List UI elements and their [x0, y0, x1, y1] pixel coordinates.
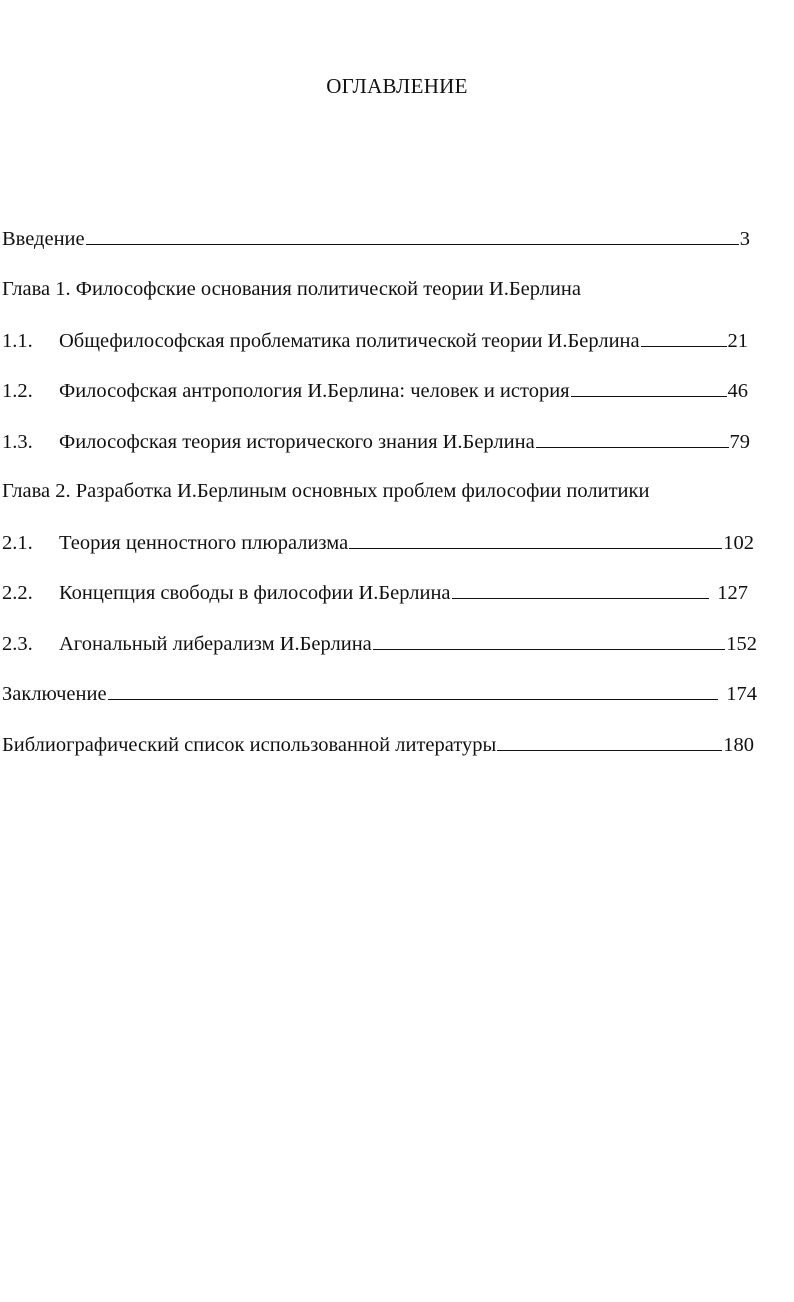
toc-entry-2-3: [2, 631, 757, 661]
toc-page-number: 174: [726, 683, 757, 705]
toc-entry-bibliography: [2, 732, 754, 762]
toc-page-number: 180: [723, 734, 754, 756]
toc-leader-line: [536, 429, 729, 448]
chapter-label: Глава 2.: [2, 480, 71, 502]
toc-section-number: 1.3.: [2, 431, 33, 453]
chapter-title: Разработка И.Берлиным основных проблем философии политики: [75, 480, 650, 502]
toc-leader-line: [349, 530, 722, 549]
toc-section-number: 2.2.: [2, 582, 33, 604]
chapter-label: Глава 1.: [2, 278, 71, 300]
toc-page-number: 21: [727, 330, 748, 352]
toc-entry-text: Общефилософская проблематика политической теории И.Берлина: [59, 330, 640, 352]
toc-leader-line: [571, 378, 727, 397]
toc-entry-text: Библиографический список использованной литературы: [2, 734, 497, 756]
chapter-title: Философские основания политической теории И.Берлина: [75, 278, 581, 300]
toc-section-number: 1.1.: [2, 330, 33, 352]
toc-entry-text: Теория ценностного плюрализма: [59, 532, 349, 554]
toc-chapter-2: [2, 480, 649, 503]
toc-leader-line: [452, 580, 710, 599]
toc-entry-text: Заключение: [2, 683, 107, 705]
toc-leader-line: [373, 631, 725, 650]
toc-entry-text: Философская антропология И.Берлина: человек и история: [59, 380, 570, 402]
toc-entry-2-1: [2, 530, 754, 560]
toc-section-number: 1.2.: [2, 380, 33, 402]
toc-page-number: 79: [729, 431, 750, 453]
toc-entry-text: Введение: [2, 228, 85, 250]
toc-page-number: 3: [739, 228, 750, 250]
toc-chapter-1: [2, 278, 581, 301]
toc-leader-line: [108, 681, 719, 700]
toc-page-number: 127: [717, 582, 748, 604]
toc-page-number: 152: [726, 633, 757, 655]
toc-page-number: 46: [727, 380, 748, 402]
toc-entry-1-2: [2, 378, 748, 408]
toc-entry-1-1: [2, 328, 748, 358]
toc-page-number: 102: [723, 532, 754, 554]
toc-entry-text: Концепция свободы в философии И.Берлина: [59, 582, 451, 604]
toc-entry-1-3: [2, 429, 750, 459]
toc-leader-line: [497, 732, 722, 751]
toc-section-number: 2.3.: [2, 633, 33, 655]
toc-entry-2-2: [2, 580, 748, 610]
toc-entry-intro: [2, 226, 750, 256]
toc-entry-conclusion: [2, 681, 757, 711]
toc-leader-line: [641, 328, 727, 347]
toc-entry-text: Агональный либерализм И.Берлина: [59, 633, 372, 655]
page-title: ОГЛАВЛЕНИЕ: [326, 74, 468, 98]
toc-section-number: 2.1.: [2, 532, 33, 554]
toc-entry-text: Философская теория исторического знания И.Берлина: [59, 431, 535, 453]
toc-leader-line: [86, 226, 739, 245]
